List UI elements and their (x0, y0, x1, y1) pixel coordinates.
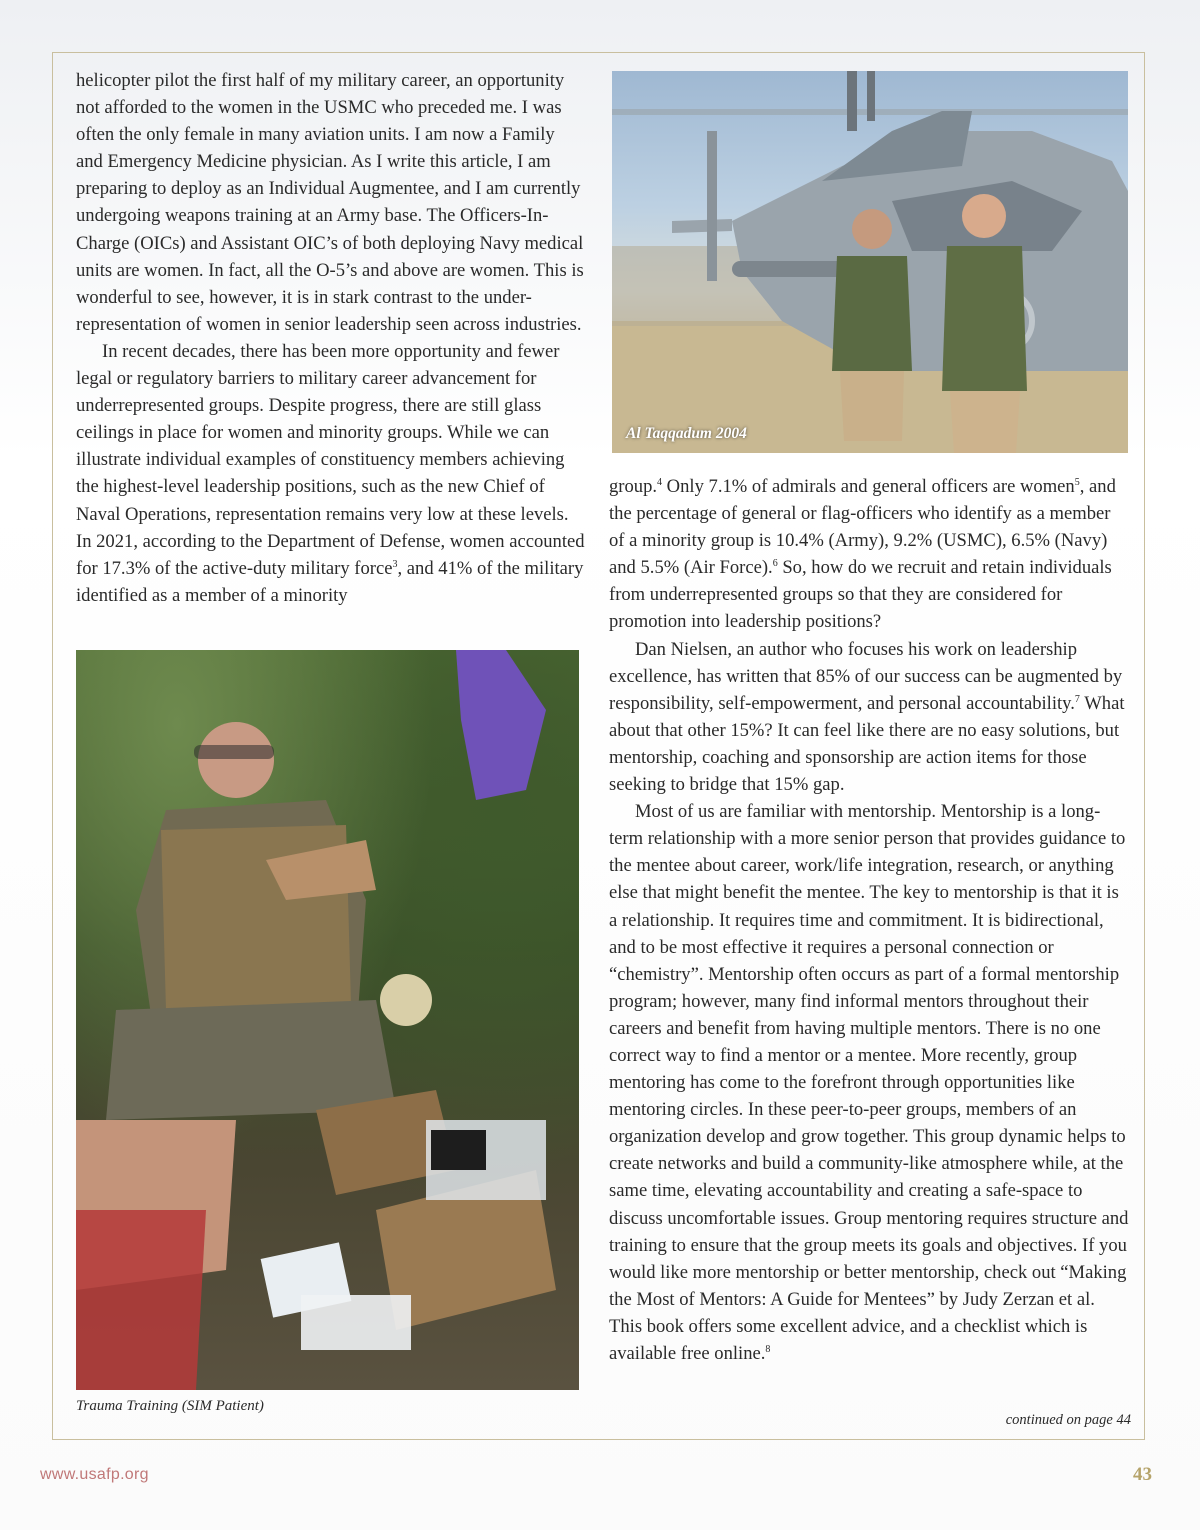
left-paragraph-1: helicopter pilot the first half of my military career, an opportunity not afforded to the women in the USMC who preceded me. I was often the only female in many aviation units. I am now a Family and Emergency Medicine physician. As I write this article, I am preparing to deploy as an Individual Augmentee, and I am currently undergoing weapons training at an Army base. The Officers-In-Charge (OICs) and Assistant OIC’s of both deploying Navy medical units are women. In fact, all the O-5’s and above are women. This is wonderful to see, however, it is in stark contrast to the under-representation of women in senior leadership seen across industries. (76, 70, 584, 335)
helicopter-photo-caption: Al Taqqadum 2004 (626, 425, 747, 442)
helicopter-photo (612, 71, 1128, 453)
right-column-text (609, 473, 1129, 1367)
footnote-ref-6[interactable]: 6 (772, 558, 778, 570)
footnote-ref-4[interactable]: 4 (657, 476, 663, 488)
footnote-ref-7[interactable]: 7 (1074, 693, 1080, 705)
helicopter-illustration (612, 71, 1128, 453)
trauma-photo-caption: Trauma Training (SIM Patient) (76, 1398, 264, 1414)
left-paragraph-2: In recent decades, there has been more opportunity and fewer legal or regulatory barriers to military career advancement for underrepresented groups. Despite progress, there are still glass ceilings in place for women and minority groups. While we can illustrate individual examples of constituency members achieving the highest-level leadership positions, such as the new Chief of Naval Operations, representation remains very low at these levels. In 2021, according to the Department of Defense, women accounted for 17.3% of the active-duty military force$^3$, and 41% of the military identified as a member of a minority (76, 340, 585, 606)
right-paragraph-3: Most of us are familiar with mentorship. Mentorship is a long-term relationship with a more senior person that provides guidance to the mentee about career, work/life integration, research, or anything else that might benefit the mentee. The key to mentorship is that it is a relationship. It requires time and commitment. It is bidirectional, and to be most effective it requires a personal connection or “chemistry”. Mentorship often occurs as part of a formal mentorship program; however, many find informal mentors throughout their careers and benefit from having multiple mentors. There is no one correct way to find a mentor or a mentee. More recently, group mentoring has come to the forefront through opportunities like mentoring circles. In these peer-to-peer groups, members of an organization develop and grow together. This group dynamic helps to create networks and build a community-like atmosphere while, at the same time, elevating accountability and creating a safe-space to discuss uncomfortable issues. Group mentoring requires structure and training to ensure that the group meets its goals and objectives. If you would like more mentorship or better mentorship, check out “Making the Most of Mentors: A Guide for Mentees” by Judy Zerzan et al. This book offers some excellent advice, and a checklist which is available free online.$^8$ (609, 801, 1129, 1364)
page-number: 43 (1133, 1464, 1152, 1485)
continued-on-page-note[interactable]: continued on page 44 (1005, 1412, 1131, 1428)
footnote-ref-8[interactable]: 8 (765, 1343, 771, 1355)
footnote-ref-5[interactable]: 5 (1074, 476, 1080, 488)
right-paragraph-2: Dan Nielsen, an author who focuses his work on leadership excellence, has written that 85% of our success can be augmented by responsibility, self-empowerment, and personal accountability.$^7$ What about that other 15%? It can feel like there are no easy solutions, but mentorship, coaching and sponsorship are action items for those seeking to bridge that 15% gap. (609, 638, 1125, 796)
left-column-text (76, 67, 586, 609)
footer-website-link[interactable]: www.usafp.org (40, 1466, 149, 1483)
trauma-training-illustration (76, 650, 579, 1390)
footnote-ref-3[interactable]: 3 (392, 558, 398, 570)
trauma-training-photo (76, 650, 579, 1390)
right-paragraph-1: group.$^4$ Only 7.1% of admirals and general officers are women$^5$, and the percentage of general or flag-officers who identify as a member of a minority group is 10.4% (Army), 9.2% (USMC), 6.5% (Navy) and 5.5% (Air Force).$^6$ So, how do we recruit and retain individuals from underrepresented groups so that they are considered for promotion into leadership positions? (609, 476, 1116, 633)
